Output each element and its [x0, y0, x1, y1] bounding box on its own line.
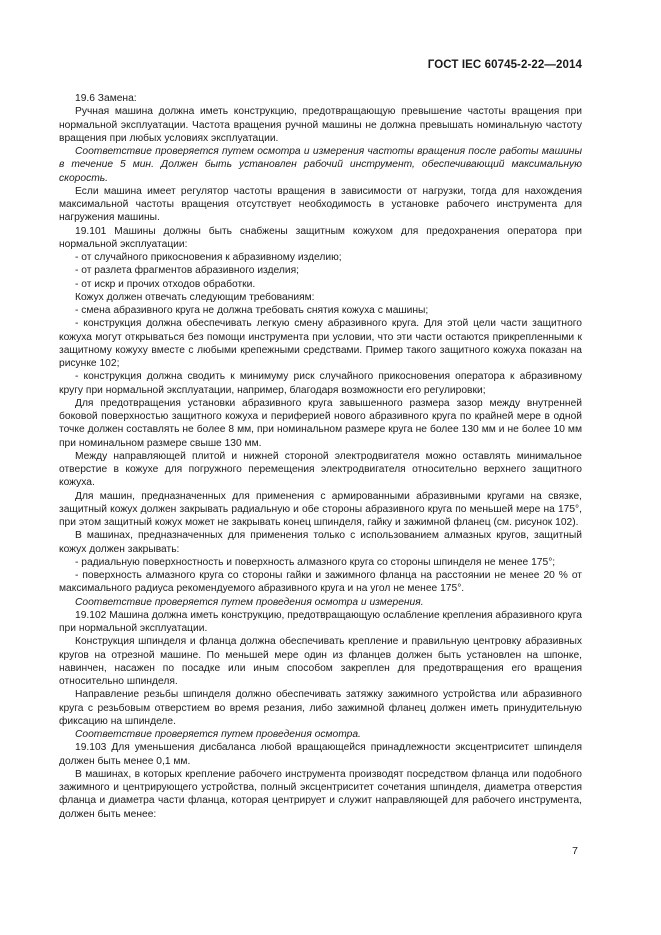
paragraph: Между направляющей плитой и нижней стороной электродвигателя можно оставлять минимальное отверстие в кожухе для погружного перемещения электродвигателя относительно верхнего защитного кожуха. — [59, 450, 582, 489]
standard-header: ГОСТ IEC 60745-2-22—2014 — [427, 59, 582, 71]
clause-19-101: 19.101 Машины должны быть снабжены защитным кожухом для предохранения оператора при нормальной эксплуатации: — [59, 225, 582, 250]
list-item: - от разлета фрагментов абразивного изделия; — [75, 265, 299, 277]
paragraph: Конструкция шпинделя и фланца должна обеспечивать крепление и правильную центровку абразивных кругов на отрезной машине. По меньшей мере один из фланцев должен быть установлен на шпонке, навинчен, насажен по посадке или иным способом закреплен для предотвращения его вращения относительно шпинделя. — [59, 636, 582, 687]
page-number: 7 — [572, 845, 578, 857]
compliance-note: Соответствие проверяется путем проведения осмотра и измерения. — [75, 596, 424, 608]
clause-19-6-heading: 19.6 Замена: — [75, 93, 137, 104]
compliance-note: Соответствие проверяется путем осмотра и измерения частоты вращения после работы машины в течение 5 мин. Должен быть установлен рабочий инструмент, обеспечивающий максимальную скорость. — [59, 146, 582, 184]
paragraph: Если машина имеет регулятор частоты вращения в зависимости от нагрузки, тогда для нахождения максимальной частоты вращения отсутствует необходимость в установке рабочего инструмента для нагружения машины. — [59, 185, 582, 224]
paragraph: Для предотвращения установки абразивного круга завышенного размера зазор между внутренней боковой поверхностью защитного кожуха и периферией нового абразивного круга по крайней мере в одной точке должен составлять не более 8 мм, при номинальном размере круга не более 130 мм и не более 10 мм при номинальном размере свыше 130 мм. — [59, 397, 582, 449]
list-item: - конструкция должна обеспечивать легкую смену абразивного круга. Для этой цели части защитного кожуха могут открываться без помощи инструмента при условии, что эти части остаются прикрепленными к защитному кожуху вместе с любыми крепежными средствами. Пример такого защитного кожуха показан на рисунке 102; — [59, 318, 582, 369]
list-item: - смена абразивного круга не должна требовать снятия кожуха с машины; — [75, 305, 429, 316]
clause-19-102: 19.102 Машина должна иметь конструкцию, предотвращающую ослабление крепления абразивного круга при нормальной эксплуатации. — [59, 609, 582, 634]
paragraph: Ручная машина должна иметь конструкцию, предотвращающую превышение частоты вращения при нормальной эксплуатации. Частота вращения ручной машины не должна превышать номинальную частоту вращения при любых условиях эксплуатации. — [59, 106, 582, 144]
paragraph: В машинах, в которых крепление рабочего инструмента производят посредством фланца или подобного зажимного и центрирующего устройства, полный эксцентриситет сочетания шпинделя, диаметра отверстия фланца и диаметра части фланца, которая центрирует и служит направляющей для рабочего инструмента, должен быть менее: — [59, 768, 582, 820]
document-body — [59, 92, 582, 821]
list-item: - радиальную поверхностность и поверхность алмазного круга со стороны шпинделя не менее 175°; — [75, 556, 556, 568]
list-item: - от искр и прочих отходов обработки. — [75, 278, 256, 290]
list-item: - от случайного прикосновения к абразивному изделию; — [75, 252, 342, 263]
paragraph: Для машин, предназначенных для применения с армированными абразивными кругами на связке, защитный кожух должен закрывать радиальную и обе стороны абразивного круга по меньшей мере на 175°, при этом защитный кожух может не закрывать конец шпинделя, гайку и зажимной фланец (см. рисунок 102). — [59, 490, 582, 528]
paragraph: Направление резьбы шпинделя должно обеспечивать затяжку зажимного устройства или абразивного круга с резьбовым отверстием во время резания, либо зажимной фланец должен иметь принудительную фиксацию на шпинделе. — [59, 689, 582, 727]
clause-19-103: 19.103 Для уменьшения дисбаланса любой вращающейся принадлежности эксцентриситет шпинделя должен быть менее 0,1 мм. — [59, 742, 582, 767]
list-item: - поверхность алмазного круга со стороны гайки и зажимного фланца на расстоянии не менее 20 % от максимального радиуса рекомендуемого абразивного круга и на угол не менее 175°. — [59, 570, 582, 595]
paragraph: В машинах, предназначенных для применения только с использованием алмазных кругов, защитный кожух должен закрывать: — [59, 530, 582, 555]
paragraph: Кожух должен отвечать следующим требованиям: — [75, 291, 315, 303]
compliance-note: Соответствие проверяется путем проведения осмотра. — [75, 729, 361, 740]
list-item: - конструкция должна сводить к минимуму риск случайного прикосновения оператора к абразивному кругу при нормальной эксплуатации, например, благодаря возможности его регулировки; — [59, 371, 582, 396]
